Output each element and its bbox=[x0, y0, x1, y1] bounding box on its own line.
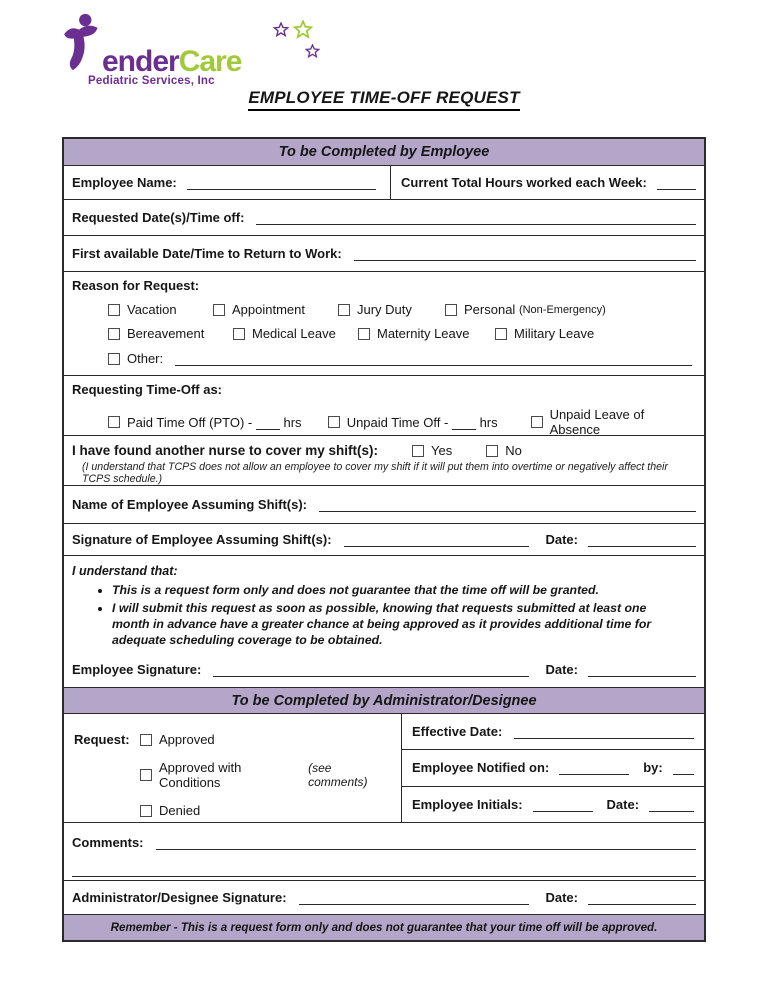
employee-name-label: Employee Name: bbox=[72, 175, 177, 190]
admin-signature-label: Administrator/Designee Signature: bbox=[72, 890, 287, 905]
notified-on-field[interactable] bbox=[559, 760, 629, 775]
notified-by-field[interactable] bbox=[673, 760, 694, 775]
footer-reminder: Remember - This is a request form only and does not guarantee that your time off will be approved. bbox=[64, 914, 704, 940]
other-checkbox[interactable] bbox=[108, 353, 120, 365]
pto-checkbox[interactable] bbox=[108, 416, 120, 428]
requested-dates-label: Requested Date(s)/Time off: bbox=[72, 210, 245, 225]
effective-date-label: Effective Date: bbox=[412, 724, 503, 740]
unpaid-loa-checkbox[interactable] bbox=[531, 416, 543, 428]
notified-by-label: by: bbox=[643, 760, 663, 776]
unpaid-timeoff-checkbox[interactable] bbox=[328, 416, 340, 428]
comments-field[interactable] bbox=[156, 835, 696, 850]
comments-label: Comments: bbox=[72, 835, 144, 850]
logo-tagline: Pediatric Services, Inc bbox=[88, 75, 215, 87]
reason-label: Reason for Request: bbox=[72, 278, 200, 293]
pto-hrs-suffix: hrs bbox=[283, 414, 302, 430]
understand-bullet: • This is a request form only and does not guarantee that the time off will be granted. bbox=[112, 582, 672, 598]
initials-date-field[interactable] bbox=[649, 797, 694, 812]
pto-hrs-field[interactable] bbox=[256, 415, 280, 430]
approved-checkbox[interactable] bbox=[140, 734, 152, 746]
employee-signature-label: Employee Signature: bbox=[72, 662, 202, 677]
denied-label: Denied bbox=[159, 803, 201, 818]
approved-conditions-checkbox[interactable] bbox=[140, 769, 152, 781]
unpaid-hrs-field[interactable] bbox=[452, 415, 476, 430]
employee-sig-date-label: Date: bbox=[545, 662, 578, 677]
cover-no-checkbox[interactable] bbox=[486, 445, 498, 457]
military-leave-label: Military Leave bbox=[514, 326, 595, 341]
cover-shift-label: I have found another nurse to cover my shift(s): bbox=[72, 443, 379, 458]
maternity-leave-label: Maternity Leave bbox=[377, 326, 470, 341]
medical-leave-label: Medical Leave bbox=[252, 326, 336, 341]
employee-signature-field[interactable] bbox=[213, 662, 529, 677]
vacation-checkbox[interactable] bbox=[108, 304, 120, 316]
admin-date-label: Date: bbox=[545, 890, 578, 905]
return-date-field[interactable] bbox=[354, 246, 696, 261]
employee-sig-date-field[interactable] bbox=[588, 662, 696, 677]
admin-signature-field[interactable] bbox=[299, 890, 530, 905]
other-field[interactable] bbox=[175, 351, 692, 366]
company-logo bbox=[58, 12, 318, 87]
no-label: No bbox=[505, 443, 522, 458]
assuming-name-label: Name of Employee Assuming Shift(s): bbox=[72, 497, 307, 512]
admin-date-field[interactable] bbox=[588, 890, 696, 905]
other-label: Other: bbox=[127, 351, 164, 366]
appointment-checkbox[interactable] bbox=[213, 304, 225, 316]
star-icon bbox=[293, 20, 313, 40]
admin-section-header: To be Completed by Administrator/Designee bbox=[64, 687, 704, 713]
logo-text-care: Care bbox=[178, 45, 242, 78]
requested-dates-field[interactable] bbox=[256, 210, 696, 225]
assuming-name-field[interactable] bbox=[319, 497, 696, 512]
assuming-date-field[interactable] bbox=[588, 532, 696, 547]
approved-conditions-label: Approved with Conditions bbox=[159, 760, 242, 790]
initials-label: Employee Initials: bbox=[412, 796, 523, 812]
star-icon bbox=[305, 44, 320, 59]
employee-name-field[interactable] bbox=[187, 175, 376, 190]
bereavement-label: Bereavement bbox=[127, 326, 205, 341]
timeoff-as-label: Requesting Time-Off as: bbox=[72, 382, 223, 397]
appointment-label: Appointment bbox=[232, 302, 305, 317]
return-date-label: First available Date/Time to Return to Work: bbox=[72, 246, 342, 261]
logo-stars bbox=[273, 20, 333, 66]
initials-field[interactable] bbox=[533, 797, 593, 812]
hours-label: Current Total Hours worked each Week: bbox=[401, 175, 647, 190]
effective-date-field[interactable] bbox=[514, 724, 694, 739]
bereavement-checkbox[interactable] bbox=[108, 328, 120, 340]
yes-label: Yes bbox=[431, 443, 453, 458]
approved-label: Approved bbox=[159, 732, 215, 747]
understand-label: I understand that: bbox=[72, 564, 178, 578]
assuming-sig-label: Signature of Employee Assuming Shift(s): bbox=[72, 532, 332, 547]
person-icon bbox=[58, 12, 102, 77]
assuming-date-label: Date: bbox=[545, 532, 578, 547]
request-label: Request: bbox=[74, 732, 130, 747]
maternity-leave-checkbox[interactable] bbox=[358, 328, 370, 340]
pto-label: Paid Time Off (PTO) - bbox=[127, 414, 253, 430]
military-leave-checkbox[interactable] bbox=[495, 328, 507, 340]
page-title: EMPLOYEE TIME-OFF REQUEST bbox=[248, 88, 519, 111]
initials-date-label: Date: bbox=[606, 796, 640, 812]
cover-yes-checkbox[interactable] bbox=[412, 445, 424, 457]
time-off-request-form bbox=[62, 137, 706, 942]
star-icon bbox=[273, 22, 289, 38]
approved-conditions-note: (see comments) bbox=[308, 761, 368, 789]
denied-checkbox[interactable] bbox=[140, 805, 152, 817]
personal-note: (Non-Emergency) bbox=[518, 303, 606, 316]
understand-bullet: • I will submit this request as soon as possible, knowing that requests submitted at least one month in advance have a greater chance at being approved as it provides additional time for adequate scheduling coverage to be obtained. bbox=[112, 600, 672, 648]
cover-shift-note: (I understand that TCPS does not allow an employee to cover my shift if it will put them into overtime or negatively affect their TCPS schedule.) bbox=[82, 461, 668, 485]
understand-bullets bbox=[112, 582, 696, 650]
personal-label: Personal bbox=[464, 302, 516, 317]
medical-leave-checkbox[interactable] bbox=[233, 328, 245, 340]
logo-text-tender: ender bbox=[102, 45, 179, 78]
unpaid-hrs-suffix: hrs bbox=[479, 414, 498, 430]
unpaid-timeoff-label: Unpaid Time Off - bbox=[346, 414, 449, 430]
hours-field[interactable] bbox=[657, 175, 696, 190]
assuming-signature-field[interactable] bbox=[344, 532, 530, 547]
comments-field-line2[interactable] bbox=[72, 876, 696, 877]
jury-duty-label: Jury Duty bbox=[357, 302, 412, 317]
unpaid-loa-label: Unpaid Leave of Absence bbox=[549, 407, 645, 437]
notified-on-label: Employee Notified on: bbox=[412, 760, 550, 776]
vacation-label: Vacation bbox=[127, 302, 177, 317]
jury-duty-checkbox[interactable] bbox=[338, 304, 350, 316]
employee-section-header: To be Completed by Employee bbox=[64, 139, 704, 165]
personal-checkbox[interactable] bbox=[445, 304, 457, 316]
